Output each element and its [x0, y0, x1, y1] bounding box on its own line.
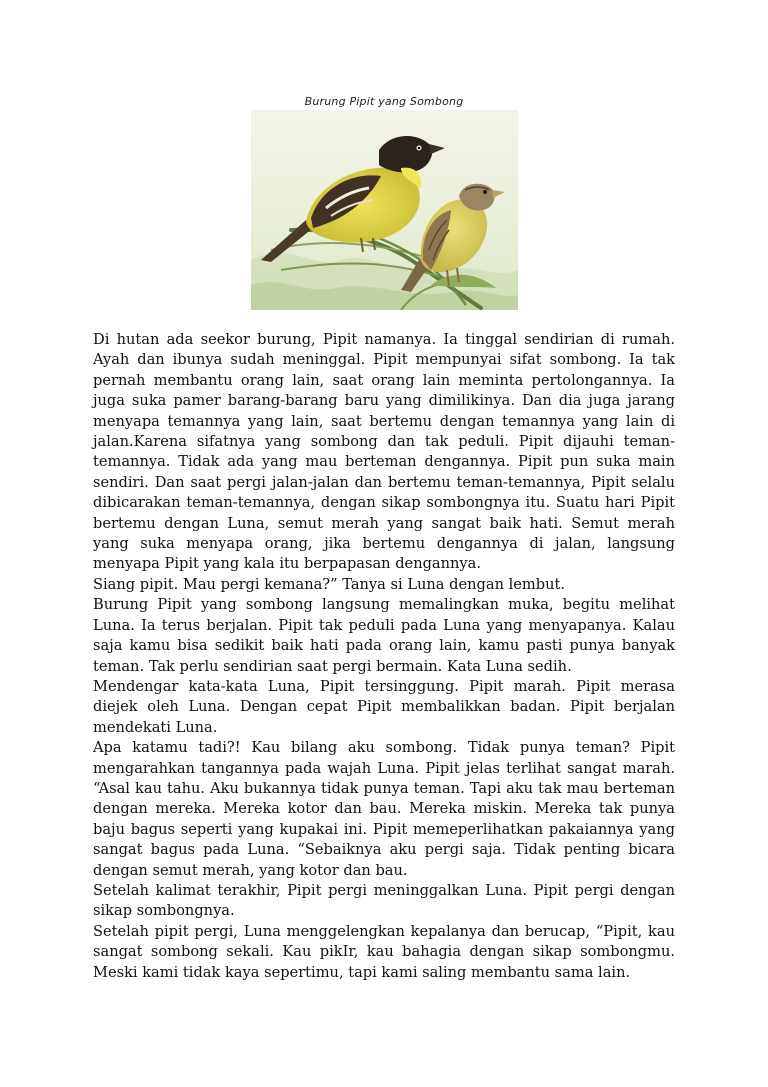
- page-title: Burung Pipit yang Sombong: [304, 95, 464, 108]
- story-paragraph: Apa katamu tadi?! Kau bilang aku sombong. Tidak punya teman? Pipit mengarahkan tangannya pada wajah Luna. Pipit jelas terlihat sangat marah. “Asal kau tahu. Aku bukannya tidak punya teman. Tapi aku tak mau berteman dengan mereka. Mereka kotor dan bau. Mereka miskin. Mereka tak punya baju bagus seperti yang kupakai ini. Pipit memeperlihatkan pakaiannya yang sangat bagus pada Luna. “Sebaiknya aku pergi saja. Tidak penting bicara dengan semut merah, yang kotor dan bau.: [93, 739, 675, 879]
- story-paragraph: Burung Pipit yang sombong langsung memalingkan muka, begitu melihat Luna. Ia terus berjalan. Pipit tak peduli pada Luna yang menyapanya. Kalau saja kamu bisa sedikit baik hati pada orang lain, kamu pasti punya banyak teman. Tak perlu sendirian saat pergi bermain. Kata Luna sedih.: [93, 596, 675, 675]
- story-paragraph: Setelah pipit pergi, Luna menggelengkan kepalanya dan berucap, “Pipit, kau sangat sombong sekali. Kau pikIr, kau bahagia dengan sikap sombongmu. Meski kami tidak kaya sepertimu, tapi kami saling membantu sama lain.: [93, 922, 675, 981]
- sparrow-right-eye: [483, 190, 487, 194]
- story-body: [93, 330, 675, 983]
- story-paragraph: Mendengar kata-kata Luna, Pipit tersinggung. Pipit marah. Pipit merasa diejek oleh Luna. Dengan cepat Pipit membalikkan badan. Pipit berjalan mendekati Luna.: [93, 677, 675, 736]
- sparrows-illustration: [251, 110, 518, 310]
- story-paragraph: Di hutan ada seekor burung, Pipit namanya. Ia tinggal sendirian di rumah. Ayah dan ibunya sudah meninggal. Pipit mempunyai sifat sombong. Ia tak pernah membantu orang lain, saat orang lain meminta pertolongannya. Ia juga suka pamer barang-barang baru yang dimilikinya. Dan dia juga jarang menyapa temannya yang lain, saat bertemu dengan temannya yang lain di jalan.Karena sifatnya yang sombong dan tak peduli. Pipit dijauhi teman-temannya. Tidak ada yang mau berteman dengannya. Pipit pun suka main sendiri. Dan saat pergi jalan-jalan dan bertemu teman-temannya, Pipit selalu dibicarakan teman-temannya, dengan sikap sombongnya itu. Suatu hari Pipit bertemu dengan Luna, semut merah yang sangat baik hati. Semut merah yang suka menyapa orang, jika bertemu dengannya di jalan, langsung menyapa Pipit yang kala itu berpapasan dengannya.: [93, 331, 675, 573]
- story-paragraph: Setelah kalimat terakhir, Pipit pergi meninggalkan Luna. Pipit pergi dengan sikap sombongnya.: [93, 881, 675, 920]
- story-paragraph: Siang pipit. Mau pergi kemana?” Tanya si Luna dengan lembut.: [93, 575, 565, 593]
